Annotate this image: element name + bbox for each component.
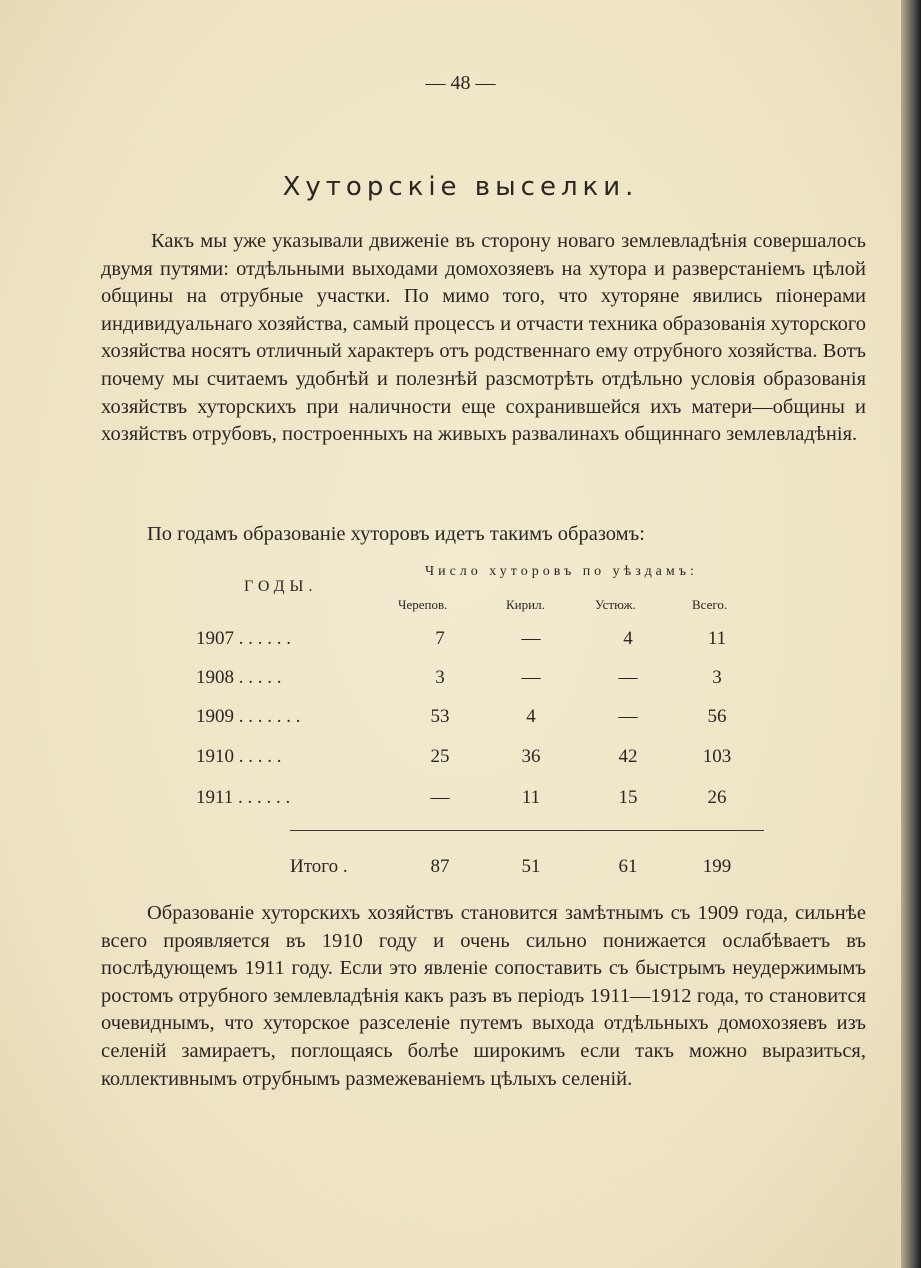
cell-cherepov: 3 xyxy=(435,667,445,688)
table-total-rule xyxy=(290,830,764,831)
total-label: Итого . xyxy=(290,856,348,877)
row-year: 1907 . . . . . . xyxy=(196,628,291,649)
cell-total: 3 xyxy=(712,667,722,688)
cell-kiril: — xyxy=(521,628,541,649)
cell-total: 103 xyxy=(702,746,732,767)
row-year: 1908 . . . . . xyxy=(196,667,282,688)
cell-kiril: 36 xyxy=(521,746,541,767)
row-year: 1910 . . . . . xyxy=(196,746,282,767)
row-year: 1911 . . . . . . xyxy=(196,787,291,808)
table-years-header: ГОДЫ. xyxy=(244,578,318,595)
cell-cherepov: — xyxy=(430,787,450,808)
cell-cherepov: 53 xyxy=(430,706,450,727)
cell-kiril: 11 xyxy=(521,787,541,808)
cell-cherepov: 7 xyxy=(435,628,445,649)
page-number: — 48 — xyxy=(425,72,496,94)
cell-ustyuzh: — xyxy=(618,706,638,727)
paragraph-table-intro: По годамъ образованіе хуторовъ идетъ такимъ образомъ: xyxy=(147,523,645,545)
cell-ustyuzh: 42 xyxy=(618,746,638,767)
cell-kiril: 4 xyxy=(526,706,536,727)
cell-ustyuzh: 15 xyxy=(618,787,638,808)
table-total-row xyxy=(0,856,921,886)
table-group-header: Число хуторовъ по уѣздамъ: xyxy=(425,564,698,579)
table-row xyxy=(0,787,921,817)
cell-total: 56 xyxy=(707,706,727,727)
column-header: Черепов. xyxy=(398,597,448,612)
total-kiril: 51 xyxy=(521,856,541,877)
total-all: 199 xyxy=(702,856,732,877)
cell-ustyuzh: — xyxy=(618,667,638,688)
row-year: 1909 . . . . . . . xyxy=(196,706,301,727)
table-row xyxy=(0,706,921,736)
cell-total: 11 xyxy=(707,628,727,649)
paragraph-intro: Какъ мы уже указывали движеніе въ сторону новаго землевладѣнія совершалось двумя путями: отдѣльными выходами домохозяевъ на хутора и разверстаніемъ цѣлой общины на отрубные участки. По мимо того, что хуторяне явились піонерами индивидуальнаго хозяйства, самый процессъ и отчасти техника образованія хуторского хозяйства носятъ отличный характеръ отъ родственнаго ему отрубного хозяйства. Вотъ почему мы считаемъ удобнѣй и полезнѣй разсмотрѣть отдѣльно условія образованія хозяйствъ хуторскихъ при наличности еще сохранившейся ихъ матери—общины и хозяйствъ отрубовъ, построенныхъ на живыхъ развалинахъ общиннаго землевладѣнія. xyxy=(101,230,866,446)
column-header: Всего. xyxy=(692,597,728,612)
cell-total: 26 xyxy=(707,787,727,808)
column-header: Устюж. xyxy=(595,597,636,612)
table-row xyxy=(0,628,921,658)
total-ustyuzh: 61 xyxy=(618,856,638,877)
cell-ustyuzh: 4 xyxy=(623,628,633,649)
section-title: Хуторскіе выселки. xyxy=(282,172,639,202)
total-cherepov: 87 xyxy=(430,856,450,877)
cell-cherepov: 25 xyxy=(430,746,450,767)
column-header: Кирил. xyxy=(506,597,545,612)
paragraph-conclusion: Образованіе хуторскихъ хозяйствъ становится замѣтнымъ съ 1909 года, сильнѣе всего проявляется въ 1910 году и очень сильно понижается ослабѣваетъ въ послѣдующемъ 1911 году. Если это явленіе сопоставить съ быстрымъ неудержимымъ ростомъ отрубного землевладѣнія какъ разъ въ періодъ 1911—1912 года, то становится очевиднымъ, что хуторское разселеніе путемъ выхода отдѣльныхъ домохозяевъ изъ селеній замираетъ, поглощаясь болѣе широкимъ если такъ можно выразиться, коллективнымъ отрубнымъ размежеваніемъ цѣлыхъ селеній. xyxy=(101,902,866,1090)
cell-kiril: — xyxy=(521,667,541,688)
table-row xyxy=(0,746,921,776)
table-row xyxy=(0,667,921,697)
